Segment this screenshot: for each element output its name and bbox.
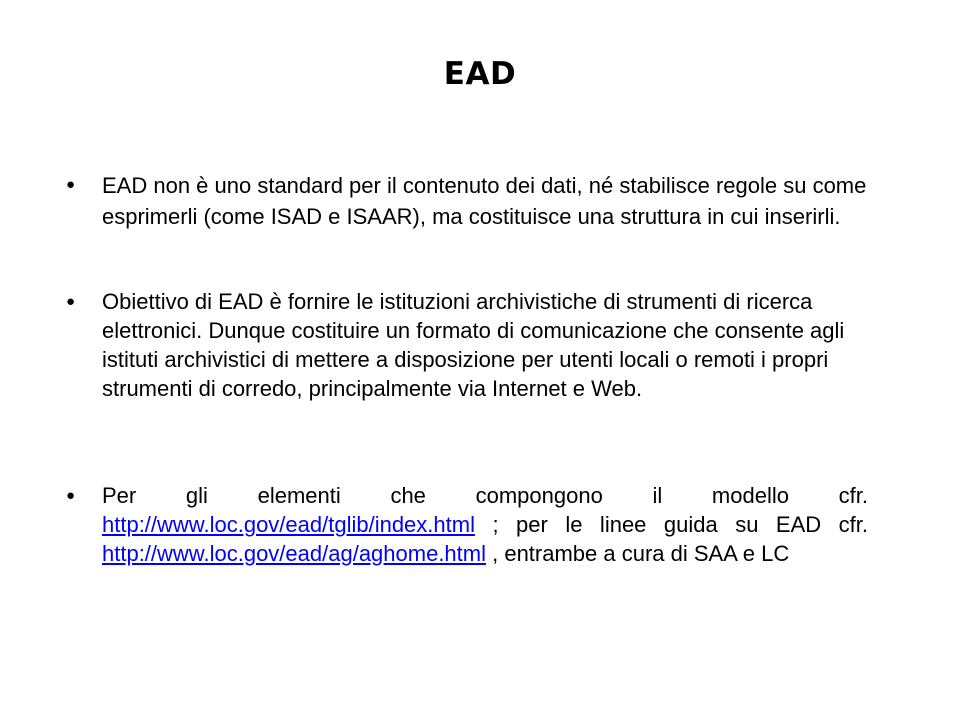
bullet-text — [102, 481, 868, 568]
bullet-item — [66, 170, 872, 232]
bullet-dot-icon: ● — [66, 293, 76, 310]
tglib-link[interactable]: http://www.loc.gov/ead/tglib/index.html — [102, 512, 475, 537]
slide-title: EAD — [443, 56, 517, 92]
bullet-text-segment: , entrambe a cura di SAA e LC — [486, 541, 790, 566]
bullet-dot-icon: ● — [66, 487, 76, 504]
bullet-text-segment: Per gli elementi che compongono il modello cfr. — [102, 483, 868, 508]
bullet-text: EAD non è uno standard per il contenuto dei dati, né stabilisce regole su come esprimerli (come ISAD e ISAAR), ma costituisce una struttura in cui inserirli. — [102, 173, 867, 229]
bullet-text-segment: ; per le linee guida su EAD cfr. — [474, 512, 868, 537]
aghome-link[interactable]: http://www.loc.gov/ead/ag/aghome.html — [102, 541, 486, 566]
bullet-text: Obiettivo di EAD è fornire le istituzioni archivistiche di strumenti di ricerca elettronici. Dunque costituire un formato di comunicazione che consente agli istituti archivistici di mettere a disposizione per utenti locali o remoti i propri strumenti di corredo, principalmente via Internet e Web. — [102, 289, 845, 401]
bullet-item — [66, 481, 872, 568]
bullet-dot-icon: ● — [66, 176, 76, 193]
bullet-item — [66, 287, 872, 403]
